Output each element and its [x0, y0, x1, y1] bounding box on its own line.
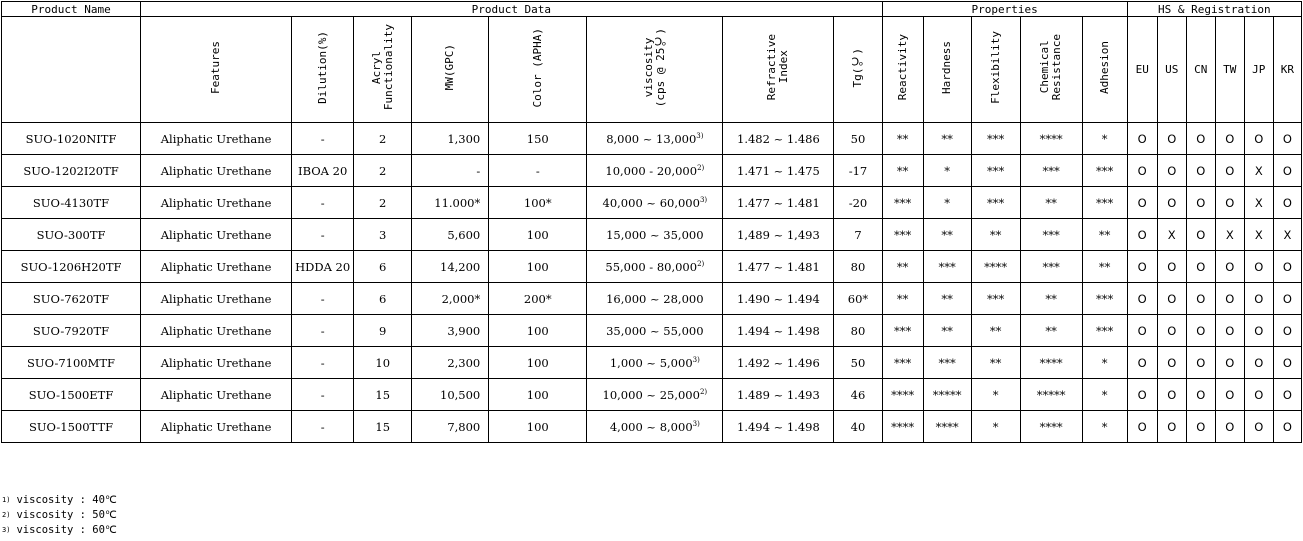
color-cell: 100: [489, 411, 587, 443]
mw-cell: 2,300: [412, 347, 489, 379]
mw-cell: 11.000*: [412, 187, 489, 219]
product-name-cell: SUO-1202I20TF: [2, 155, 141, 187]
acryl-functionality-cell: 15: [354, 379, 412, 411]
reactivity-cell: ***: [882, 315, 923, 347]
reactivity-cell: **: [882, 155, 923, 187]
viscosity-cell: [587, 251, 723, 283]
jp-cell: O: [1244, 123, 1273, 155]
cn-cell: O: [1186, 155, 1215, 187]
footnote-text: viscosity : 50℃: [16, 509, 117, 521]
acryl-functionality-cell: 2: [354, 123, 412, 155]
adhesion-cell: *: [1082, 347, 1127, 379]
table-row: [2, 187, 1302, 219]
product-name-cell: SUO-1500TTF: [2, 411, 141, 443]
dilution-cell: -: [292, 123, 354, 155]
product-data-header: Product Data: [141, 2, 882, 17]
hs-registration-header: HS & Registration: [1127, 2, 1301, 17]
footnote-line: [2, 508, 117, 523]
hardness-cell: *: [923, 187, 971, 219]
adhesion-header: [1082, 17, 1127, 123]
color-header: [489, 17, 587, 123]
reactivity-cell: ****: [882, 411, 923, 443]
flexibility-cell: ***: [971, 155, 1020, 187]
tg-cell: -17: [834, 155, 882, 187]
table-row: [2, 251, 1302, 283]
refractive-index-cell: 1.489 ~ 1.493: [723, 379, 834, 411]
product-name-cell: SUO-1500ETF: [2, 379, 141, 411]
acryl-functionality-cell: 3: [354, 219, 412, 251]
color-cell: 100: [489, 219, 587, 251]
hardness-header: [923, 17, 971, 123]
viscosity-header: [587, 17, 723, 123]
refractive-index-cell: 1.490 ~ 1.494: [723, 283, 834, 315]
dilution-header: [292, 17, 354, 123]
viscosity-cell: [587, 379, 723, 411]
chemical-resistance-cell: **: [1020, 187, 1082, 219]
adhesion-cell: ***: [1082, 155, 1127, 187]
tg-cell: 80: [834, 315, 882, 347]
jp-cell: X: [1244, 219, 1273, 251]
features-header: [141, 17, 292, 123]
us-cell: O: [1157, 155, 1186, 187]
jp-cell: O: [1244, 347, 1273, 379]
kr-cell: O: [1273, 379, 1301, 411]
refractive-index-cell: 1.482 ~ 1.486: [723, 123, 834, 155]
dilution-header-label: Dilution(%): [315, 31, 329, 104]
color-cell: 100: [489, 251, 587, 283]
tw-cell: O: [1215, 283, 1244, 315]
hardness-cell: ***: [923, 251, 971, 283]
hardness-cell: ****: [923, 411, 971, 443]
flexibility-header: [971, 17, 1020, 123]
jp-cell: O: [1244, 411, 1273, 443]
viscosity-value: 4,000 ~ 8,000: [609, 419, 693, 434]
reactivity-cell: ***: [882, 219, 923, 251]
viscosity-cell: [587, 155, 723, 187]
viscosity-cell: [587, 347, 723, 379]
chemical-resistance-header-label: Chemical Resistance: [1038, 34, 1064, 101]
adhesion-cell: **: [1082, 251, 1127, 283]
cn-cell: O: [1186, 411, 1215, 443]
color-cell: 200*: [489, 283, 587, 315]
tg-cell: 46: [834, 379, 882, 411]
viscosity-value: 10,000 - 20,000: [605, 163, 698, 178]
chemical-resistance-cell: ***: [1020, 155, 1082, 187]
flexibility-cell: **: [971, 347, 1020, 379]
viscosity-footnote-mark: 3): [692, 419, 700, 428]
viscosity-value: 35,000 ~ 55,000: [606, 323, 704, 338]
adhesion-cell: *: [1082, 411, 1127, 443]
mw-cell: 2,000*: [412, 283, 489, 315]
adhesion-cell: **: [1082, 219, 1127, 251]
viscosity-cell: [587, 283, 723, 315]
viscosity-footnote-mark: 3): [692, 355, 700, 364]
color-cell: 100*: [489, 187, 587, 219]
viscosity-cell: [587, 411, 723, 443]
eu-header: EU: [1127, 17, 1157, 123]
flexibility-cell: ****: [971, 251, 1020, 283]
dilution-cell: HDDA 20: [292, 251, 354, 283]
hardness-cell: ***: [923, 347, 971, 379]
table-row: [2, 123, 1302, 155]
jp-header: JP: [1244, 17, 1273, 123]
tg-cell: 40: [834, 411, 882, 443]
acryl-functionality-cell: 10: [354, 347, 412, 379]
viscosity-value: 8,000 ~ 13,000: [606, 131, 697, 146]
table-row: [2, 219, 1302, 251]
acryl-functionality-cell: 6: [354, 283, 412, 315]
product-name-cell: SUO-4130TF: [2, 187, 141, 219]
us-cell: O: [1157, 283, 1186, 315]
flexibility-header-label: Flexibility: [988, 31, 1002, 104]
kr-cell: X: [1273, 219, 1301, 251]
flexibility-cell: ***: [971, 123, 1020, 155]
viscosity-value: 10,000 ~ 25,000: [602, 387, 700, 402]
tw-cell: X: [1215, 219, 1244, 251]
footnote-text: viscosity : 40℃: [16, 494, 117, 506]
table-body: [2, 123, 1302, 443]
reactivity-cell: **: [882, 283, 923, 315]
acryl-functionality-header-label: Acryl Functionality: [369, 24, 395, 111]
flexibility-cell: ***: [971, 283, 1020, 315]
cn-cell: O: [1186, 315, 1215, 347]
dilution-cell: -: [292, 283, 354, 315]
product-name-cell: SUO-1206H20TF: [2, 251, 141, 283]
acryl-functionality-cell: 2: [354, 187, 412, 219]
group-header-row: [2, 2, 1302, 17]
eu-cell: O: [1127, 411, 1157, 443]
mw-header-label: MW(GPC): [443, 44, 457, 91]
table-row: [2, 411, 1302, 443]
product-name-header: Product Name: [2, 2, 141, 17]
chemical-resistance-cell: **: [1020, 283, 1082, 315]
eu-cell: O: [1127, 379, 1157, 411]
hardness-cell: *****: [923, 379, 971, 411]
flexibility-cell: *: [971, 411, 1020, 443]
mw-cell: 14,200: [412, 251, 489, 283]
hardness-cell: *: [923, 155, 971, 187]
tg-cell: 50: [834, 123, 882, 155]
kr-header: KR: [1273, 17, 1301, 123]
flexibility-cell: **: [971, 315, 1020, 347]
flexibility-cell: *: [971, 379, 1020, 411]
viscosity-value: 1,000 ~ 5,000: [609, 355, 693, 370]
tw-cell: O: [1215, 155, 1244, 187]
adhesion-cell: ***: [1082, 283, 1127, 315]
tg-cell: 60*: [834, 283, 882, 315]
viscosity-footnote-mark: 2): [697, 259, 705, 268]
reactivity-header-label: Reactivity: [895, 34, 909, 101]
reactivity-cell: ***: [882, 187, 923, 219]
dilution-cell: -: [292, 347, 354, 379]
footnote-text: viscosity : 60℃: [16, 524, 117, 536]
tw-cell: O: [1215, 379, 1244, 411]
dilution-cell: -: [292, 315, 354, 347]
flexibility-cell: ***: [971, 187, 1020, 219]
dilution-cell: -: [292, 411, 354, 443]
cn-cell: O: [1186, 347, 1215, 379]
cn-cell: O: [1186, 283, 1215, 315]
features-cell: Aliphatic Urethane: [141, 283, 292, 315]
kr-cell: O: [1273, 187, 1301, 219]
features-cell: Aliphatic Urethane: [141, 315, 292, 347]
chemical-resistance-cell: **: [1020, 315, 1082, 347]
color-cell: 100: [489, 347, 587, 379]
us-cell: O: [1157, 251, 1186, 283]
tw-cell: O: [1215, 347, 1244, 379]
us-cell: O: [1157, 347, 1186, 379]
tw-cell: O: [1215, 123, 1244, 155]
mw-header: [412, 17, 489, 123]
us-cell: O: [1157, 187, 1186, 219]
dilution-cell: IBOA 20: [292, 155, 354, 187]
acryl-functionality-cell: 6: [354, 251, 412, 283]
dilution-cell: -: [292, 187, 354, 219]
acryl-functionality-cell: 9: [354, 315, 412, 347]
features-cell: Aliphatic Urethane: [141, 379, 292, 411]
refractive-index-cell: 1.471 ~ 1.475: [723, 155, 834, 187]
hardness-cell: **: [923, 219, 971, 251]
table-row: [2, 347, 1302, 379]
refractive-index-cell: 1.477 ~ 1.481: [723, 251, 834, 283]
color-header-label: Color (APHA): [530, 27, 544, 108]
chemical-resistance-cell: *****: [1020, 379, 1082, 411]
footnote-mark: 1): [2, 496, 11, 504]
footnote-mark: 2): [2, 511, 11, 519]
tw-header: TW: [1215, 17, 1244, 123]
eu-cell: O: [1127, 251, 1157, 283]
cn-cell: O: [1186, 379, 1215, 411]
refractive-index-cell: 1.477 ~ 1.481: [723, 187, 834, 219]
hardness-cell: **: [923, 123, 971, 155]
kr-cell: O: [1273, 315, 1301, 347]
us-cell: O: [1157, 411, 1186, 443]
acryl-functionality-cell: 2: [354, 155, 412, 187]
tw-cell: O: [1215, 187, 1244, 219]
acryl-functionality-cell: 15: [354, 411, 412, 443]
kr-cell: O: [1273, 283, 1301, 315]
features-header-label: Features: [209, 41, 223, 94]
color-cell: 150: [489, 123, 587, 155]
dilution-cell: -: [292, 219, 354, 251]
tg-cell: 50: [834, 347, 882, 379]
footnotes: [2, 493, 117, 538]
viscosity-value: 40,000 ~ 60,000: [602, 195, 700, 210]
hardness-cell: **: [923, 315, 971, 347]
reactivity-header: [882, 17, 923, 123]
refractive-index-cell: 1.494 ~ 1.498: [723, 315, 834, 347]
viscosity-value: 15,000 ~ 35,000: [606, 227, 704, 242]
refractive-index-cell: 1.494 ~ 1.498: [723, 411, 834, 443]
mw-cell: 1,300: [412, 123, 489, 155]
tg-header-label: Tg(℃): [851, 47, 864, 88]
table-row: [2, 283, 1302, 315]
viscosity-footnote-mark: 3): [699, 195, 708, 204]
jp-cell: X: [1244, 155, 1273, 187]
adhesion-cell: *: [1082, 379, 1127, 411]
tg-cell: 7: [834, 219, 882, 251]
hardness-header-label: Hardness: [940, 41, 954, 94]
viscosity-footnote-mark: 3): [696, 131, 704, 140]
eu-cell: O: [1127, 187, 1157, 219]
viscosity-value: 16,000 ~ 28,000: [606, 291, 704, 306]
reactivity-cell: ***: [882, 347, 923, 379]
table-row: [2, 379, 1302, 411]
table-row: [2, 155, 1302, 187]
cn-header: CN: [1186, 17, 1215, 123]
jp-cell: O: [1244, 379, 1273, 411]
mw-cell: 5,600: [412, 219, 489, 251]
eu-cell: O: [1127, 315, 1157, 347]
tg-header: [834, 17, 882, 123]
tg-cell: 80: [834, 251, 882, 283]
viscosity-footnote-mark: 2): [697, 163, 705, 172]
us-header: US: [1157, 17, 1186, 123]
color-cell: 100: [489, 379, 587, 411]
chemical-resistance-cell: ***: [1020, 251, 1082, 283]
flexibility-cell: **: [971, 219, 1020, 251]
tg-cell: -20: [834, 187, 882, 219]
eu-cell: O: [1127, 219, 1157, 251]
features-cell: Aliphatic Urethane: [141, 219, 292, 251]
product-name-cell: SUO-300TF: [2, 219, 141, 251]
mw-cell: -: [412, 155, 489, 187]
eu-cell: O: [1127, 283, 1157, 315]
cn-cell: O: [1186, 219, 1215, 251]
features-cell: Aliphatic Urethane: [141, 347, 292, 379]
chemical-resistance-cell: ***: [1020, 219, 1082, 251]
eu-cell: O: [1127, 123, 1157, 155]
adhesion-cell: ***: [1082, 315, 1127, 347]
mw-cell: 7,800: [412, 411, 489, 443]
jp-cell: O: [1244, 283, 1273, 315]
viscosity-footnote-mark: 2): [699, 387, 708, 396]
kr-cell: O: [1273, 123, 1301, 155]
tw-cell: O: [1215, 315, 1244, 347]
kr-cell: O: [1273, 347, 1301, 379]
jp-cell: O: [1244, 315, 1273, 347]
product-spec-table: [1, 1, 1302, 443]
features-cell: Aliphatic Urethane: [141, 155, 292, 187]
product-name-cell: SUO-7620TF: [2, 283, 141, 315]
us-cell: O: [1157, 123, 1186, 155]
mw-cell: 10,500: [412, 379, 489, 411]
column-header-row: [2, 17, 1302, 123]
adhesion-cell: *: [1082, 123, 1127, 155]
us-cell: X: [1157, 219, 1186, 251]
tw-cell: O: [1215, 251, 1244, 283]
features-cell: Aliphatic Urethane: [141, 123, 292, 155]
adhesion-header-label: Adhesion: [1097, 41, 1111, 94]
adhesion-cell: ***: [1082, 187, 1127, 219]
us-cell: O: [1157, 315, 1186, 347]
dilution-cell: -: [292, 379, 354, 411]
product-name-cell: SUO-1020NITF: [2, 123, 141, 155]
viscosity-value: 55,000 - 80,000: [605, 259, 698, 274]
footnote-line: [2, 493, 117, 508]
refractive-index-header: [723, 17, 834, 123]
viscosity-cell: [587, 123, 723, 155]
chemical-resistance-cell: ****: [1020, 123, 1082, 155]
chemical-resistance-header: [1020, 17, 1082, 123]
chemical-resistance-cell: ****: [1020, 411, 1082, 443]
properties-header: Properties: [882, 2, 1127, 17]
jp-cell: X: [1244, 187, 1273, 219]
kr-cell: O: [1273, 411, 1301, 443]
eu-cell: O: [1127, 347, 1157, 379]
refractive-index-cell: 1,489 ~ 1,493: [723, 219, 834, 251]
tw-cell: O: [1215, 411, 1244, 443]
features-cell: Aliphatic Urethane: [141, 187, 292, 219]
color-cell: -: [489, 155, 587, 187]
viscosity-cell: [587, 315, 723, 347]
cn-cell: O: [1186, 251, 1215, 283]
reactivity-cell: **: [882, 251, 923, 283]
product-name-cell: SUO-7100MTF: [2, 347, 141, 379]
product-name-blank-header: [2, 17, 141, 123]
color-cell: 100: [489, 315, 587, 347]
acryl-functionality-header: [354, 17, 412, 123]
refractive-index-header-label: Refractive Index: [765, 34, 791, 101]
viscosity-cell: [587, 219, 723, 251]
viscosity-cell: [587, 187, 723, 219]
hardness-cell: **: [923, 283, 971, 315]
footnote-mark: 3): [2, 526, 11, 534]
refractive-index-cell: 1.492 ~ 1.496: [723, 347, 834, 379]
cn-cell: O: [1186, 187, 1215, 219]
mw-cell: 3,900: [412, 315, 489, 347]
table-row: [2, 315, 1302, 347]
footnote-line: [2, 523, 117, 538]
features-cell: Aliphatic Urethane: [141, 251, 292, 283]
us-cell: O: [1157, 379, 1186, 411]
product-name-cell: SUO-7920TF: [2, 315, 141, 347]
eu-cell: O: [1127, 155, 1157, 187]
reactivity-cell: **: [882, 123, 923, 155]
viscosity-header-label: viscosity (cps @ 25℃): [641, 27, 667, 108]
jp-cell: O: [1244, 251, 1273, 283]
chemical-resistance-cell: ****: [1020, 347, 1082, 379]
kr-cell: O: [1273, 251, 1301, 283]
reactivity-cell: ****: [882, 379, 923, 411]
features-cell: Aliphatic Urethane: [141, 411, 292, 443]
cn-cell: O: [1186, 123, 1215, 155]
kr-cell: O: [1273, 155, 1301, 187]
